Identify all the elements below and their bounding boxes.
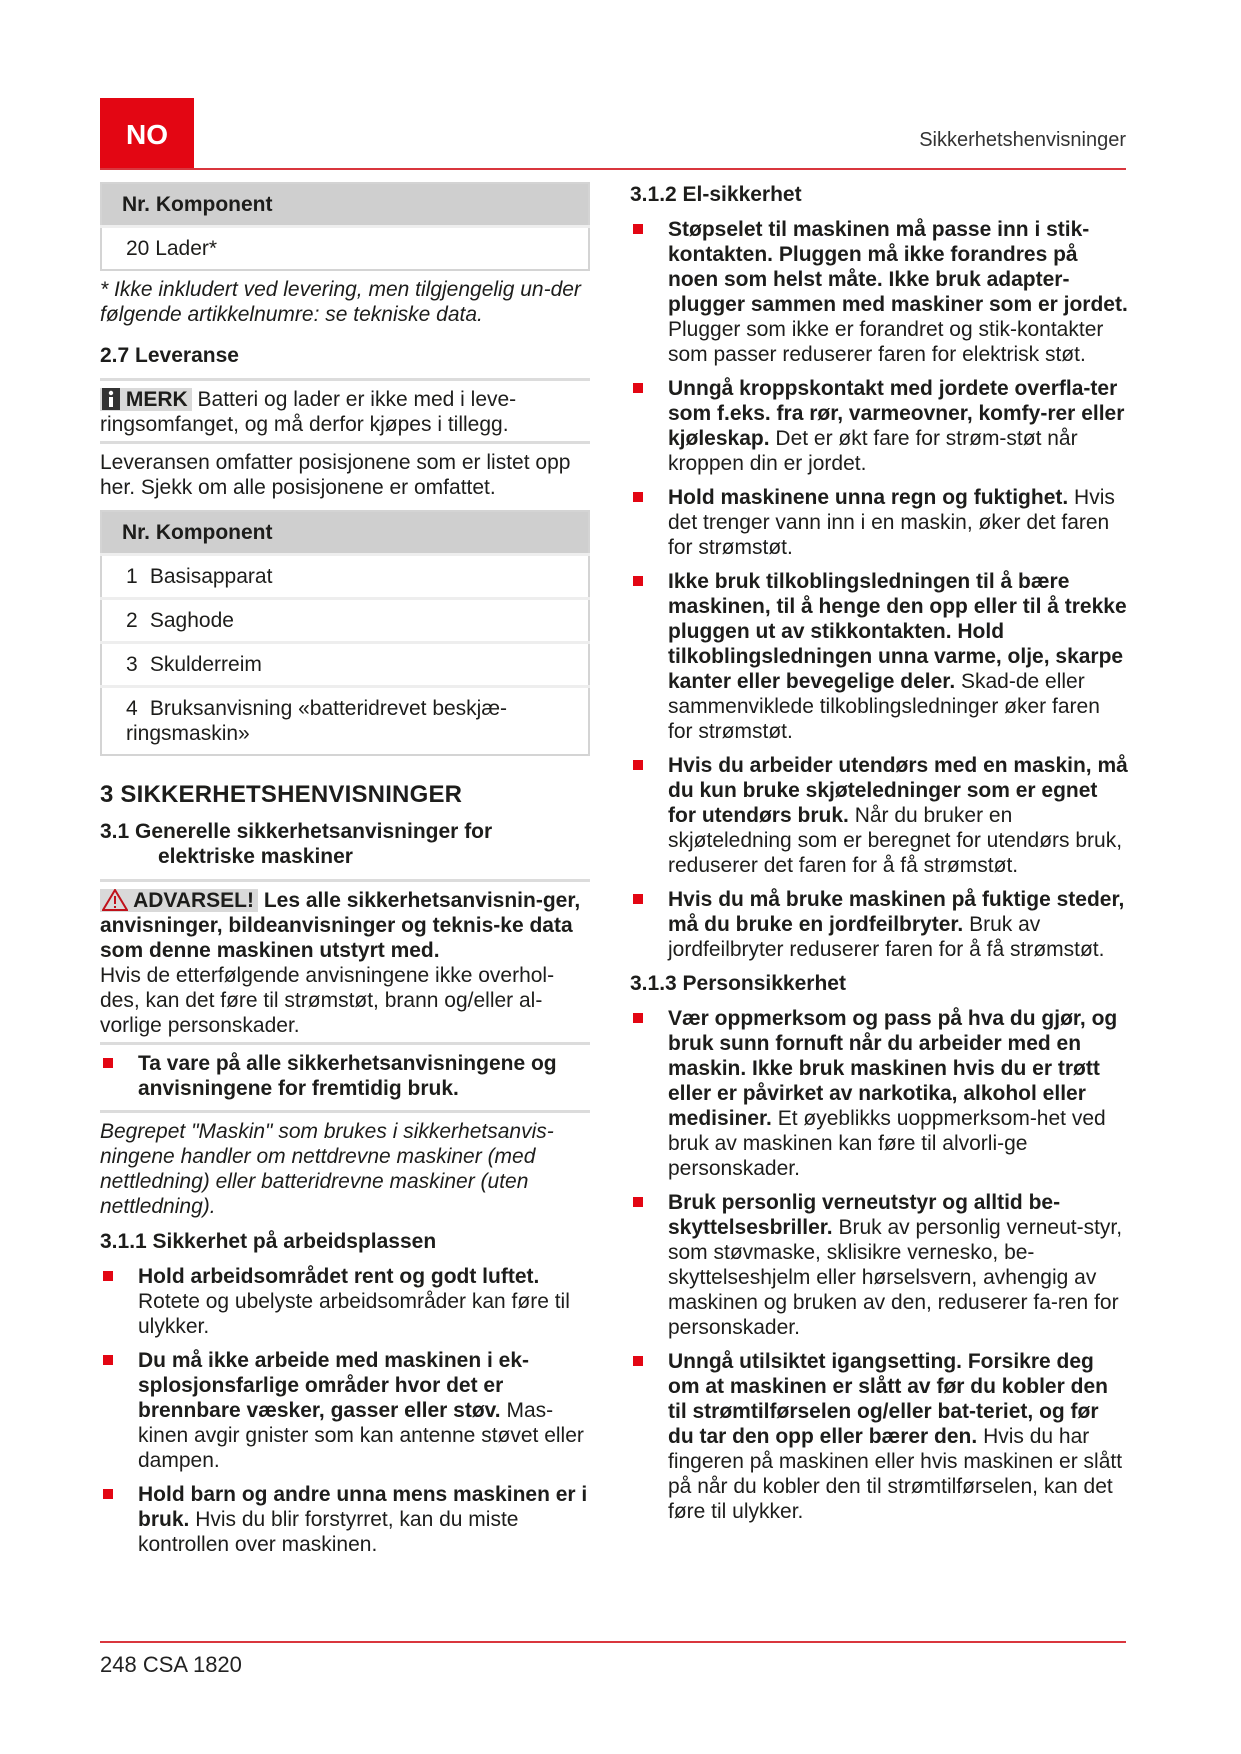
bullet-square-icon [103, 1355, 113, 1365]
footer-rule [100, 1641, 1126, 1643]
table-row: 1 Basisapparat [101, 555, 589, 599]
warning-badge: ADVARSEL! [100, 889, 258, 912]
warning-triangle-icon [102, 889, 128, 911]
footnote: * Ikke inkludert ved levering, men tilgjengelig un-der følgende artikkelnumre: se tekniske data. [100, 278, 581, 326]
warning-box [100, 879, 590, 1045]
list-item: Hvis du må bruke maskinen på fuktige steder, må du bruke en jordfeilbryter. Bruk av jordfeilbryter reduserer faren for å få strømstøt. [630, 887, 1128, 962]
list-item: Ikke bruk tilkoblingsledningen til å bære maskinen, til å henge den opp eller til å trekke pluggen ut av stikkontakten. Hold tilkoblingsledningen unna varme, olje, skarpe kanter eller bevegelige deler. Skad-de eller sammenviklede tilkoblingsledninger øker faren for strømstøt. [630, 569, 1128, 744]
page-footer: 248 CSA 1820 [100, 1652, 242, 1677]
list-item: Støpselet til maskinen må passe inn i stik-kontakten. Pluggen må ikke forandres på noen som helst måte. Ikke bruk adapter-plugger sammen med maskiner som er jordet. Plugger som ikke er forandret og stik-kontakter som passer reduserer faren for elektrisk støt. [630, 217, 1128, 367]
page-header-title: Sikkerhetshenvisninger [919, 129, 1126, 151]
list-item: Ta vare på alle sikkerhetsanvisningene og anvisningene for fremtidig bruk. [100, 1051, 590, 1101]
right-column [630, 182, 1128, 1533]
bullet-square-icon [633, 1013, 643, 1023]
bullet-square-icon [633, 383, 643, 393]
component-table-charger [100, 182, 590, 271]
warning-text: Hvis de etterfølgende anvisningene ikke overhol-des, kan det føre til strømstøt, brann og/eller al-vorlige personskader. [100, 964, 555, 1037]
bullet-square-icon [633, 894, 643, 904]
bullet-square-icon [103, 1058, 113, 1068]
warning-bold-text: Les alle sikkerhetsanvisnin-ger, anvisninger, bildeanvisninger og teknis-ke data som denne maskinen utstyrt med. [100, 889, 581, 962]
bullet-square-icon [103, 1489, 113, 1499]
table-row: 2 Saghode [101, 599, 589, 643]
table-header: Nr. Komponent [101, 183, 589, 227]
list-item: Hold arbeidsområdet rent og godt luftet. Rotete og ubelyste arbeidsområder kan føre til ulykker. [100, 1264, 590, 1339]
info-icon [102, 388, 120, 410]
list-item: Hvis du arbeider utendørs med en maskin, må du kun bruke skjøteledninger som er egnet for utendørs bruk. Når du bruker en skjøteledning som er beregnet for utendørs bruk, reduserer det faren for å få strømstøt. [630, 753, 1128, 878]
table-row: 20 Lader* [101, 227, 589, 271]
section-heading-3-1-3: 3.1.3 Personsikkerhet [630, 972, 846, 995]
list-item: Unngå utilsiktet igangsetting. Forsikre deg om at maskinen er slått av før du kobler den til strømtilførselen og/eller bat-teriet, og før du tar den opp eller bærer den. Hvis du har fingeren på maskinen eller hvis maskinen er slått på når du kobler den til strømtilførselen, kan det føre til ulykker. [630, 1349, 1128, 1524]
bullet-square-icon [103, 1271, 113, 1281]
bullet-square-icon [633, 760, 643, 770]
list-item: Hold maskinene unna regn og fuktighet. Hvis det trenger vann inn i en maskin, øker det faren for strømstøt. [630, 485, 1128, 560]
bullet-square-icon [633, 224, 643, 234]
component-table-delivery [100, 510, 590, 756]
bullet-square-icon [633, 492, 643, 502]
header-rule [100, 168, 1126, 170]
left-column [100, 182, 590, 1566]
bullet-square-icon [633, 1356, 643, 1366]
table-row: 3 Skulderreim [101, 643, 589, 687]
list-item: Bruk personlig verneutstyr og alltid be-skyttelsesbriller. Bruk av personlig verneut-styr, som støvmaske, sklisikre vernesko, be-skyttelseshjelm eller hørselsvern, avhengig av maskinen og bruken av den, reduserer fa-ren for personskader. [630, 1190, 1128, 1340]
bullet-square-icon [633, 1197, 643, 1207]
list-item: Vær oppmerksom og pass på hva du gjør, og bruk sunn fornuft når du arbeider med en maskin. Ikke bruk maskinen hvis du er trøtt eller er påvirket av narkotika, alkohol eller medisiner. Et øyeblikks uoppmerksom-het ved bruk av maskinen kan føre til alvorli-ge personskader. [630, 1006, 1128, 1181]
note-box [100, 378, 590, 444]
term-definition: Begrepet "Maskin" som brukes i sikkerhetsanvis-ningene handler om nettdrevne maskiner (med nettledning) eller batteridrevne maskiner (uten nettledning). [100, 1110, 590, 1219]
list-item: Du må ikke arbeide med maskinen i ek-splosjonsfarlige områder hvor det er brennbare væsker, gasser eller støv. Mas-kinen avgir gnister som kan antenne støvet eller dampen. [100, 1348, 590, 1473]
delivery-text: Leveransen omfatter posisjonene som er listet opp her. Sjekk om alle posisjonene er omfattet. [100, 451, 571, 499]
table-row: 4 Bruksanvisning «batteridrevet beskjæ-ringsmaskin» [101, 687, 589, 756]
section-heading-2-7: 2.7 Leveranse [100, 344, 239, 367]
note-badge: MERK [100, 388, 192, 411]
language-tab: NO [100, 98, 194, 170]
list-item: Unngå kroppskontakt med jordete overfla-ter som f.eks. fra rør, varmeovner, komfy-rer eller kjøleskap. Det er økt fare for strøm-støt når kroppen din er jordet. [630, 376, 1128, 476]
list-item: Hold barn og andre unna mens maskinen er i bruk. Hvis du blir forstyrret, kan du miste kontrollen over maskinen. [100, 1482, 590, 1557]
table-header: Nr. Komponent [101, 511, 589, 555]
section-heading-3-1-1: 3.1.1 Sikkerhet på arbeidsplassen [100, 1230, 437, 1253]
note-text: Batteri og lader er ikke med i leve-ringsomfanget, og må derfor kjøpes i tillegg. [100, 388, 517, 436]
section-heading-3-1-2: 3.1.2 El-sikkerhet [630, 183, 802, 206]
chapter-heading-3: 3 SIKKERHETSHENVISNINGER [100, 781, 463, 808]
bullet-square-icon [633, 576, 643, 586]
section-heading-3-1: 3.1 Generelle sikkerhetsanvisninger for elektriske maskiner [100, 820, 493, 868]
